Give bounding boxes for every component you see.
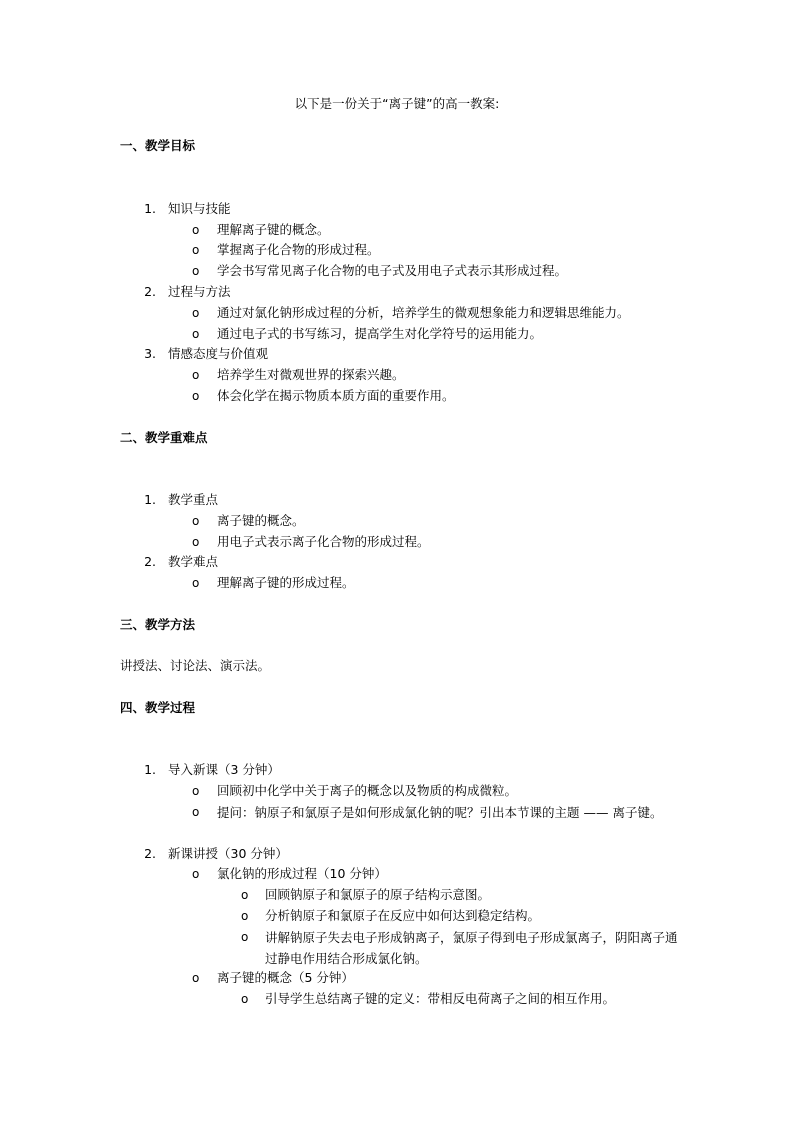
list-label: 教学重点 — [168, 492, 219, 507]
section-heading-process: 四、教学过程 — [120, 700, 196, 715]
list-label: 情感态度与价值观 — [168, 346, 269, 361]
bullet-circle-icon: o — [192, 306, 200, 320]
bullet-circle-icon: o — [192, 535, 200, 549]
list-number: 3. — [144, 346, 156, 361]
methods-text: 讲授法、讨论法、演示法。 — [120, 658, 271, 673]
bullet-circle-icon: o — [241, 888, 249, 902]
bullet-circle-icon: o — [192, 389, 200, 403]
document-title: 以下是一份关于“离子键”的高一教案: — [294, 96, 500, 111]
bullet-circle-icon: o — [192, 223, 200, 237]
list-label: 过程与方法 — [168, 284, 231, 299]
bullet-circle-icon: o — [192, 264, 200, 278]
list-label: 导入新课（3 分钟） — [168, 762, 280, 777]
bullet-circle-icon: o — [192, 576, 200, 590]
bullet-circle-icon: o — [192, 327, 200, 341]
bullet-circle-icon: o — [192, 805, 200, 819]
list-number: 1. — [144, 762, 156, 777]
list-label: 教学难点 — [168, 554, 219, 569]
bullet-circle-icon: o — [192, 243, 200, 257]
list-label: 新课讲授（30 分钟） — [168, 846, 288, 861]
bullet-circle-icon: o — [192, 368, 200, 382]
list-number: 2. — [144, 846, 156, 861]
bullet-circle-icon: o — [192, 971, 200, 985]
list-number: 1. — [144, 201, 156, 216]
bullet-circle-icon: o — [192, 784, 200, 798]
list-label: 知识与技能 — [168, 201, 231, 216]
bullet-circle-icon: o — [241, 909, 249, 923]
section-heading-objectives: 一、教学目标 — [120, 138, 196, 153]
bullet-circle-icon: o — [241, 992, 249, 1006]
list-number: 2. — [144, 554, 156, 569]
bullet-circle-icon: o — [241, 930, 249, 944]
bullet-circle-icon: o — [192, 867, 200, 881]
section-heading-key-points: 二、教学重难点 — [120, 430, 208, 445]
section-heading-methods: 三、教学方法 — [120, 617, 196, 632]
list-number: 1. — [144, 492, 156, 507]
bullet-circle-icon: o — [192, 514, 200, 528]
list-number: 2. — [144, 284, 156, 299]
